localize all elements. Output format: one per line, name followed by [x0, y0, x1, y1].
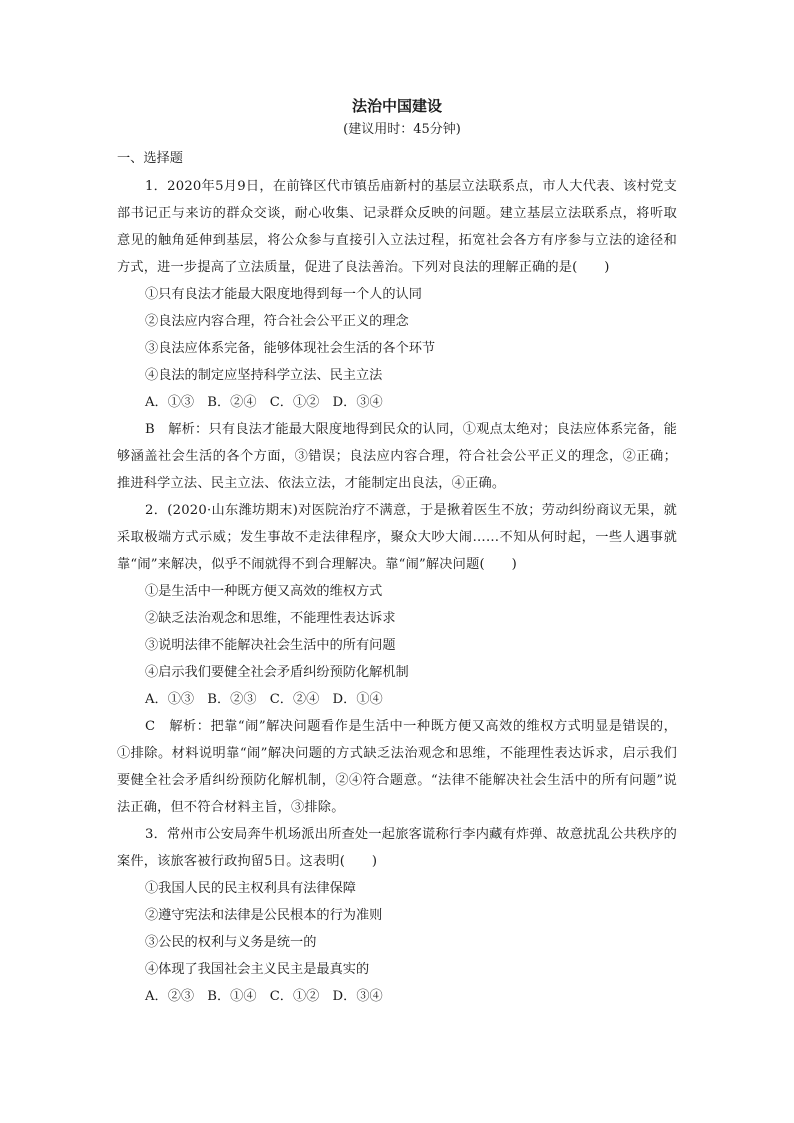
option-item: ④良法的制定应坚持科学立法、民主立法 [145, 368, 383, 383]
answer-analysis: B 解析：只有良法才能最大限度地得到民众的认同，①观点太绝对；良法应体系完备，能够涵盖社会生活的各个方面，③错误；良法应内容合理，符合社会公平正义的理念，②正确；推进科学立法、民主立法、依法立法，才能制定出良法，④正确。 [117, 422, 677, 491]
page-title: 法治中国建设 [351, 97, 442, 115]
option-item: ③良法应体系完备，能够体现社会生活的各个环节 [145, 341, 436, 356]
option-item: ①只有良法才能最大限度地得到每一个人的认同 [145, 287, 422, 302]
option-item: ①是生活中一种既方便又高效的维权方式 [145, 584, 383, 599]
question-1 [117, 173, 677, 497]
answer-analysis: C 解析：把靠“闹”解决问题看作是生活中一种既方便又高效的维权方式明显是错误的，①排除。材料说明靠“闹”解决问题的方式缺乏法治观念和思维，不能理性表达诉求，启示我们要健全社会矛盾纠纷预防化解机制，②④符合题意。“法律不能解决社会生活中的所有问题”说法正确，但不符合材料主旨，③排除。 [117, 719, 677, 815]
option-item: ③说明法律不能解决社会生活中的所有问题 [145, 638, 396, 653]
question-stem: 2．(2020·山东潍坊期末)对医院治疗不满意，于是揪着医生不放；劳动纠纷商议无果，就采取极端方式示威；发生事故不走法律程序，聚众大吵大闹……不知从何时起，一些人遇事就靠“闹”来解决，似乎不闹就得不到合理解决。靠“闹”解决问题( ) [117, 503, 677, 572]
option-item: ②良法应内容合理，符合社会公平正义的理念 [145, 314, 409, 329]
answer-choices: A．①③ B．②④ C．①② D．③④ [145, 395, 383, 410]
option-item: ②遵守宪法和法律是公民根本的行为准则 [145, 908, 383, 923]
option-item: ①我国人民的民主权利具有法律保障 [145, 881, 356, 896]
answer-choices: A．②③ B．①④ C．①② D．③④ [145, 989, 383, 1004]
option-item: ②缺乏法治观念和思维，不能理性表达诉求 [145, 611, 396, 626]
section-heading: 一、选择题 [117, 151, 183, 166]
page-subtitle: (建议用时：45分钟) [343, 122, 461, 137]
question-stem: 1．2020年5月9日，在前锋区代市镇岳庙新村的基层立法联系点，市人大代表、该村党支部书记正与来访的群众交谈，耐心收集、记录群众反映的问题。建立基层立法联系点，将听取意见的触角延伸到基层，将公众参与直接引入立法过程，拓宽社会各方有序参与立法的途径和方式，进一步提高了立法质量，促进了良法善治。下列对良法的理解正确的是( ) [117, 179, 677, 275]
option-item: ③公民的权利与义务是统一的 [145, 935, 317, 950]
question-2 [117, 497, 677, 821]
question-stem: 3．常州市公安局奔牛机场派出所查处一起旅客谎称行李内藏有炸弹、故意扰乱公共秩序的案件，该旅客被行政拘留5日。这表明( ) [117, 827, 677, 869]
question-3 [117, 821, 677, 1010]
answer-choices: A．①③ B．②③ C．②④ D．①④ [145, 692, 383, 707]
document-page [117, 95, 677, 1010]
option-item: ④启示我们要健全社会矛盾纠纷预防化解机制 [145, 665, 409, 680]
option-item: ④体现了我国社会主义民主是最真实的 [145, 962, 370, 977]
